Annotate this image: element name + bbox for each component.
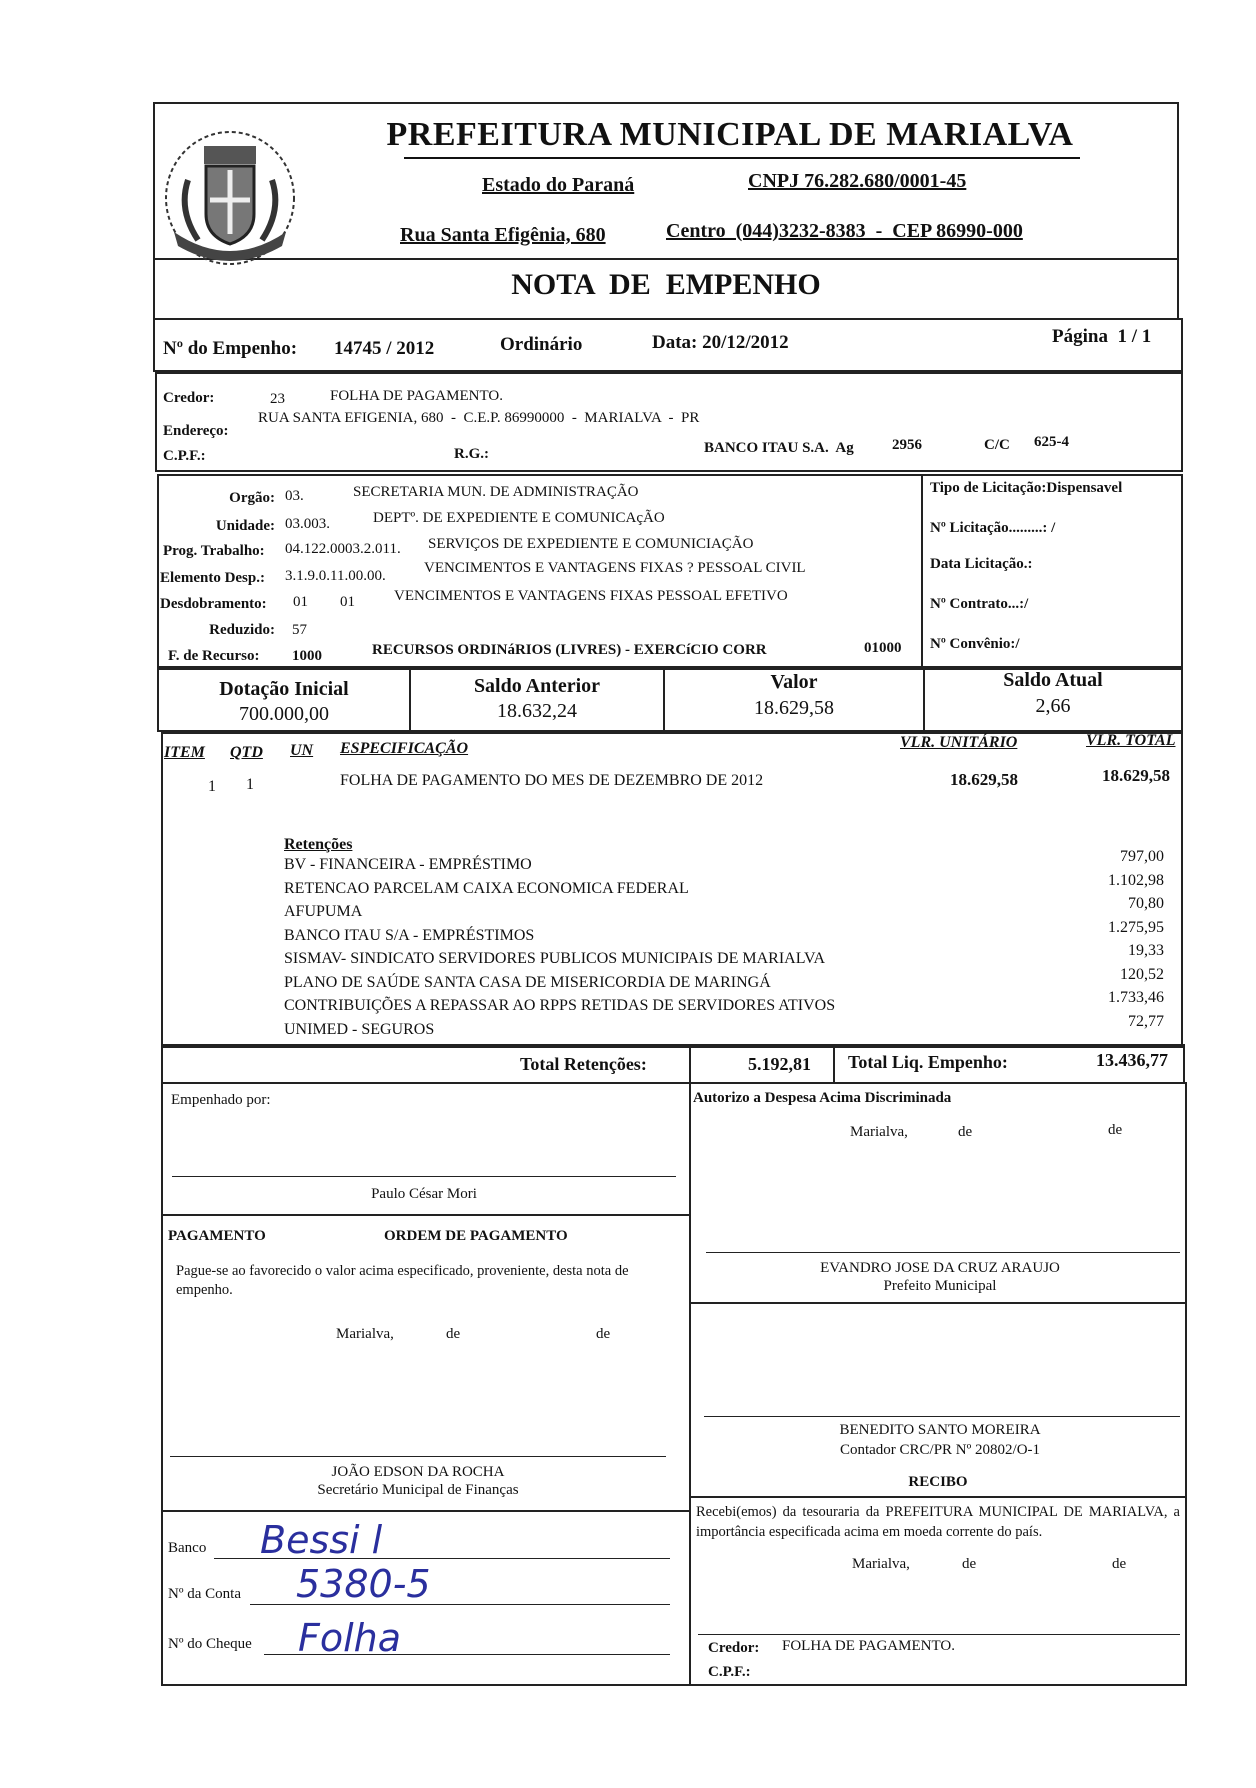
page-title: PREFEITURA MUNICIPAL DE MARIALVA (386, 116, 1074, 153)
page-number: Página 1 / 1 (1052, 326, 1152, 347)
autorizo-de-1: de (958, 1124, 973, 1140)
banco-handwriting: Bessi l (260, 1518, 383, 1562)
totals-row (161, 1044, 1185, 1084)
saldo-anterior-value: 18.632,24 (497, 700, 577, 722)
ordem-pagamento-label: ORDEM DE PAGAMENTO (384, 1228, 568, 1244)
desdobramento-b: 01 (340, 594, 355, 610)
pagamento-de-2: de (596, 1326, 611, 1342)
credor-name: FOLHA DE PAGAMENTO. (330, 388, 503, 404)
retencoes-title: Retenções (284, 836, 353, 853)
orgao-label: Orgão: (229, 490, 275, 506)
total-liq-value: 13.436,77 (1096, 1050, 1168, 1070)
header-qtd: QTD (230, 744, 263, 761)
data-licitacao: Data Licitação.: (930, 556, 1033, 572)
item-row-item: 1 (208, 778, 216, 795)
header-vlr-unitario: VLR. UNITÁRIO (900, 734, 1018, 751)
recibo-top-line (689, 1496, 1187, 1498)
valor-label: Valor (770, 671, 818, 693)
recibo-credor-nome: FOLHA DE PAGAMENTO. (782, 1638, 955, 1654)
secretario-cargo: Secretário Municipal de Finanças (317, 1482, 519, 1498)
recibo-credor-label: Credor: (708, 1640, 760, 1656)
desdobramento-value: VENCIMENTOS E VANTAGENS FIXAS PESSOAL EFETIVO (394, 588, 788, 604)
doc-title: NOTA DE EMPENHO (511, 268, 821, 301)
retencao-valor: 797,00 (1120, 848, 1164, 865)
item-row-qtd: 1 (246, 776, 254, 793)
conta-handwriting: 5380-5 (296, 1562, 431, 1606)
classificacao-divider (921, 474, 923, 668)
prefeito-bottom-line (689, 1302, 1187, 1304)
header-item: ITEM (164, 744, 205, 761)
dotacao-value: 700.000,00 (239, 703, 329, 725)
retencao-nome: UNIMED - SEGUROS (284, 1020, 435, 1038)
retencao-nome: RETENCAO PARCELAM CAIXA ECONOMICA FEDERAL (284, 879, 689, 897)
item-row-espec: FOLHA DE PAGAMENTO DO MES DE DEZEMBRO DE 2012 (340, 772, 764, 789)
empenhado-bottom-line (161, 1214, 689, 1216)
endereco-label: Endereço: (163, 423, 229, 439)
prog-code: 04.122.0003.2.011. (285, 541, 401, 557)
saldo-anterior-label: Saldo Anterior (473, 675, 601, 697)
saldo-atual-label: Saldo Atual (1003, 669, 1103, 691)
pague-se-text: Pague-se ao favorecido o valor acima especificado, proveniente, desta nota de empenho. (176, 1263, 629, 1298)
retencao-valor: 1.102,98 (1108, 871, 1164, 889)
contador-nome: BENEDITO SANTO MOREIRA (839, 1422, 1041, 1438)
autorizo-label: Autorizo a Despesa Acima Discriminada (693, 1090, 952, 1106)
recibo-signature-line (698, 1634, 1180, 1635)
total-retencoes-value: 5.192,81 (748, 1054, 811, 1074)
empenhado-nome: Paulo César Mori (371, 1186, 477, 1202)
secretario-bottom-line (161, 1510, 689, 1512)
n-licitacao: Nº Licitação.........: / (930, 520, 1056, 536)
credor-code: 23 (270, 391, 285, 407)
banco-label: Banco (168, 1540, 207, 1556)
dotacao-label: Dotação Inicial (219, 678, 349, 700)
retencao-valor: 19,33 (1128, 942, 1164, 959)
prog-value: SERVIÇOS DE EXPEDIENTE E COMUNICIAÇÃO (428, 536, 754, 552)
recibo-marialva: Marialva, (852, 1556, 910, 1572)
retencao-valor: 70,80 (1128, 895, 1164, 912)
recibo-de-1: de (962, 1556, 977, 1572)
recibo-cpf-label: C.P.F.: (708, 1664, 751, 1680)
elemento-label: Elemento Desp.: (160, 570, 265, 586)
pagamento-de-1: de (446, 1326, 461, 1342)
empenho-number-label: Nº do Empenho: (163, 338, 298, 359)
cpf-label: C.P.F.: (163, 448, 206, 464)
header-un: UN (290, 742, 314, 759)
desdobramento-a: 01 (293, 594, 308, 610)
desdobramento-label: Desdobramento: (160, 596, 267, 612)
empenhado-signature-line (172, 1176, 676, 1177)
retencao-valor: 120,52 (1120, 965, 1164, 983)
recurso-label: F. de Recurso: (168, 648, 260, 664)
valor-value: 18.629,58 (754, 697, 834, 719)
orgao-code: 03. (285, 488, 304, 504)
cnpj-label: CNPJ 76.282.680/0001-45 (748, 170, 967, 192)
empenho-type: Ordinário (500, 334, 583, 355)
retencao-nome: CONTRIBUIÇÕES A REPASSAR AO RPPS RETIDAS DE SERVIDORES ATIVOS (284, 997, 836, 1014)
estado-label: Estado do Paraná (482, 174, 635, 196)
banco-agencia: 2956 (892, 437, 922, 453)
n-convenio: Nº Convênio:/ (930, 636, 1020, 652)
contador-signature-line (704, 1416, 1180, 1417)
banco-name: BANCO ITAU S.A. Ag (704, 440, 854, 456)
header-especificacao: ESPECIFICAÇÃO (340, 740, 469, 757)
elemento-code: 3.1.9.0.11.00.00. (285, 568, 386, 584)
pagamento-marialva: Marialva, (336, 1326, 394, 1342)
reduzido-label: Reduzido: (209, 622, 275, 638)
elemento-value: VENCIMENTOS E VANTAGENS FIXAS ? PESSOAL CIVIL (424, 560, 806, 576)
retencao-nome: BANCO ITAU S/A - EMPRÉSTIMOS (284, 926, 535, 944)
address-contact: Centro (044)3232-8383 - CEP 86990-000 (666, 220, 1023, 242)
autorizo-de-2: de (1108, 1122, 1123, 1138)
secretario-signature-line (170, 1456, 666, 1457)
conta-label: Nº da Conta (168, 1586, 241, 1602)
recibo-title: RECIBO (908, 1474, 968, 1490)
prefeito-signature-line (706, 1252, 1180, 1253)
contador-cargo: Contador CRC/PR Nº 20802/O-1 (839, 1442, 1041, 1458)
retencao-valor: 72,77 (1128, 1012, 1164, 1030)
total-liq-label: Total Liq. Empenho: (848, 1052, 1008, 1072)
totals-divider-2 (833, 1044, 835, 1084)
retencao-valor: 1.733,46 (1108, 989, 1164, 1006)
retencao-valor: 1.275,95 (1108, 918, 1164, 936)
prefeito-nome: EVANDRO JOSE DA CRUZ ARAUJO (820, 1260, 1060, 1276)
recurso-code: 1000 (292, 648, 322, 664)
recurso-value: RECURSOS ORDINáRIOS (LIVRES) - EXERCíCIO CORR (372, 642, 767, 658)
reduzido-value: 57 (292, 622, 307, 638)
recibo-text: Recebi(emos) da tesouraria da PREFEITURA MUNICIPAL DE MARIALVA, a importância especificada acima em moeda corrente do país. (696, 1504, 1180, 1540)
empenho-number: 14745 / 2012 (334, 338, 435, 359)
address-street: Rua Santa Efigênia, 680 (400, 224, 606, 246)
rg-label: R.G.: (454, 446, 489, 462)
endereco-value: RUA SANTA EFIGENIA, 680 - C.E.P. 86990000 - MARIALVA - PR (258, 410, 700, 426)
recurso-number: 01000 (864, 640, 902, 656)
tipo-licitacao: Tipo de Licitação:Dispensavel (930, 480, 1123, 496)
recibo-de-2: de (1112, 1556, 1127, 1572)
signatures-divider (689, 1084, 691, 1686)
retencao-nome: PLANO DE SAÚDE SANTA CASA DE MISERICORDIA DE MARINGÁ (284, 973, 771, 991)
totals-divider-1 (689, 1044, 691, 1084)
saldo-atual-value: 2,66 (1035, 695, 1071, 717)
retencao-nome: SISMAV- SINDICATO SERVIDORES PUBLICOS MUNICIPAIS DE MARIALVA (284, 950, 826, 967)
header-divider (153, 258, 1179, 260)
cheque-label: Nº do Cheque (168, 1636, 252, 1652)
item-row-total: 18.629,58 (1102, 766, 1170, 785)
cc-value: 625-4 (1034, 434, 1069, 450)
orgao-value: SECRETARIA MUN. DE ADMINISTRAÇÃO (353, 484, 639, 500)
unidade-label: Unidade: (215, 518, 275, 534)
unidade-value: DEPTº. DE EXPEDIENTE E COMUNICAçÃO (373, 510, 665, 526)
prog-label: Prog. Trabalho: (163, 543, 265, 559)
retencao-nome: AFUPUMA (284, 903, 363, 920)
prefeito-cargo: Prefeito Municipal (883, 1278, 997, 1294)
header-vlr-total: VLR. TOTAL (1086, 732, 1176, 749)
autorizo-marialva: Marialva, (850, 1124, 908, 1140)
cheque-handwriting: Folha (298, 1616, 402, 1660)
coat-of-arms-icon (158, 120, 302, 270)
empenho-date: Data: 20/12/2012 (652, 332, 789, 353)
total-retencoes-label: Total Retenções: (520, 1054, 647, 1074)
credor-label: Credor: (163, 390, 215, 406)
pagamento-label: PAGAMENTO (168, 1228, 266, 1244)
title-underline (404, 157, 1080, 159)
cc-label: C/C (984, 437, 1010, 453)
unidade-code: 03.003. (285, 516, 330, 532)
retencao-nome: BV - FINANCEIRA - EMPRÉSTIMO (284, 856, 532, 873)
empenhado-por-label: Empenhado por: (171, 1092, 271, 1108)
secretario-nome: JOÃO EDSON DA ROCHA (331, 1464, 505, 1480)
n-contrato: Nº Contrato...:/ (930, 596, 1029, 612)
item-row-unit: 18.629,58 (950, 770, 1018, 789)
